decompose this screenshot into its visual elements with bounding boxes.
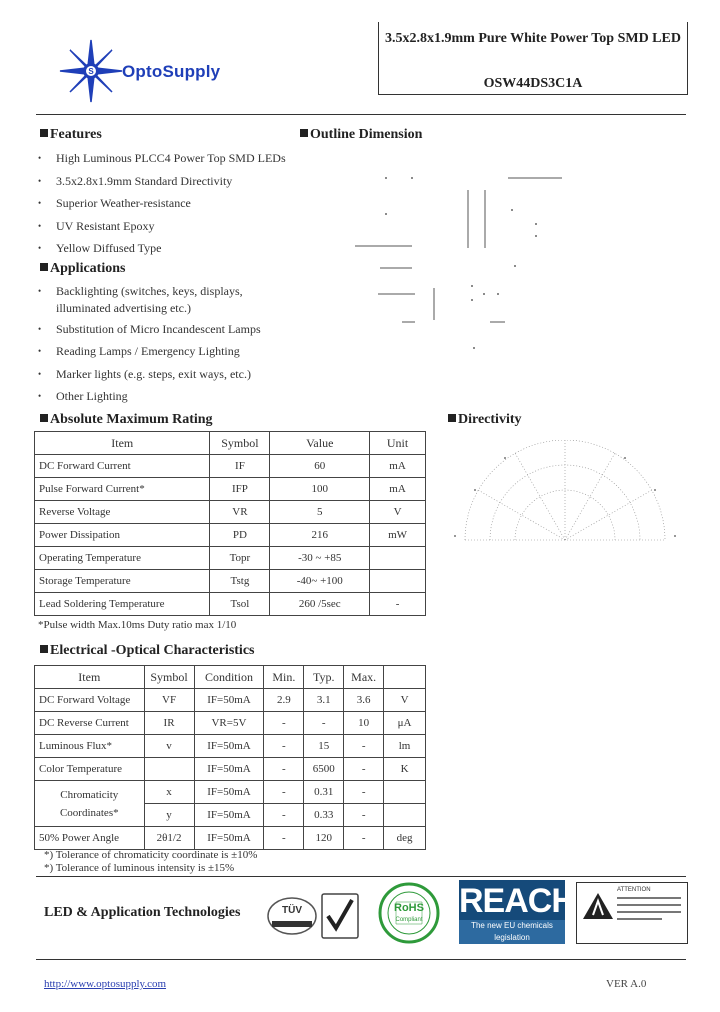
version-label: VER A.0: [606, 978, 647, 990]
outline-dimension-drawing: [350, 170, 570, 355]
cell: 2.9: [264, 689, 304, 712]
cell: [384, 804, 426, 827]
cell: -: [304, 712, 344, 735]
cell: K: [384, 758, 426, 781]
directivity-chart: [445, 440, 685, 555]
divider: [36, 114, 686, 115]
eoc-heading: Electrical -Optical Characteristics: [40, 643, 254, 659]
cell: -: [264, 758, 304, 781]
table-row: [35, 570, 426, 593]
brand-name: OptoSupply: [122, 62, 221, 81]
cell: DC Reverse Current: [35, 712, 145, 735]
cell: Luminous Flux*: [35, 735, 145, 758]
tuv-badge: [264, 890, 364, 942]
cell: 6500: [304, 758, 344, 781]
col-header: Typ.: [304, 666, 344, 689]
col-header: Max.: [344, 666, 384, 689]
cell: mA: [370, 478, 426, 501]
rohs-badge: [378, 882, 440, 944]
table-row: [35, 547, 426, 570]
cell: IF=50mA: [194, 758, 264, 781]
col-header: Symbol: [210, 432, 270, 455]
tuv-certification-icon: [264, 890, 364, 942]
cell: 216: [270, 524, 370, 547]
cell: Topr: [210, 547, 270, 570]
reach-label: REACH: [459, 882, 575, 920]
rohs-label: RoHS: [394, 902, 424, 914]
table-row: [35, 593, 426, 616]
divider: [36, 876, 686, 877]
cell: Reverse Voltage: [35, 501, 210, 524]
cell: -30 ~ +85: [270, 547, 370, 570]
cell: 0.33: [304, 804, 344, 827]
table-row: [35, 735, 426, 758]
cell: Lead Soldering Temperature: [35, 593, 210, 616]
list-item: • Reading Lamps / Emergency Lighting: [36, 340, 336, 363]
cell: Chromaticity Coordinates*: [35, 781, 145, 827]
cell: -: [370, 593, 426, 616]
cell: IF=50mA: [194, 781, 264, 804]
cell: -: [344, 758, 384, 781]
cell: 100: [270, 478, 370, 501]
tuv-label: TÜV: [282, 905, 302, 916]
footer-title: LED & Application Technologies: [44, 905, 241, 920]
cell: IR: [144, 712, 194, 735]
list-item: • Marker lights (e.g. steps, exit ways, etc.): [36, 363, 336, 386]
col-header: Item: [35, 432, 210, 455]
table-row: [35, 712, 426, 735]
list-item: • UV Resistant Epoxy: [36, 215, 316, 238]
table-row: [35, 781, 426, 804]
amr-note: *Pulse width Max.10ms Duty ratio max 1/10: [38, 619, 237, 631]
cell: IF=50mA: [194, 689, 264, 712]
cell: DC Forward Voltage: [35, 689, 145, 712]
col-header: [384, 666, 426, 689]
esd-badge: [576, 882, 688, 944]
amr-table: [34, 431, 426, 616]
cell: 60: [270, 455, 370, 478]
cell: 3.1: [304, 689, 344, 712]
list-item: • High Luminous PLCC4 Power Top SMD LEDs: [36, 147, 316, 170]
esd-title: ATTENTION: [617, 887, 651, 893]
col-header: Condition: [194, 666, 264, 689]
cell: 10: [344, 712, 384, 735]
table-row: [35, 524, 426, 547]
cell: -40~ +100: [270, 570, 370, 593]
applications-list: [36, 280, 336, 408]
page-title: 3.5x2.8x1.9mm Pure White Power Top SMD LED: [385, 31, 681, 46]
amr-heading: Absolute Maximum Rating: [40, 412, 213, 428]
table-header-row: [35, 666, 426, 689]
cell: VR: [210, 501, 270, 524]
cell: y: [144, 804, 194, 827]
note-line: *) Tolerance of luminous intensity is ±15%: [44, 862, 235, 874]
cell: -: [264, 804, 304, 827]
table-header-row: [35, 432, 426, 455]
cell: IF=50mA: [194, 735, 264, 758]
cell: -: [264, 827, 304, 850]
cell: deg: [384, 827, 426, 850]
cell: Tsol: [210, 593, 270, 616]
note-line: *) Tolerance of chromaticity coordinate is ±10%: [44, 849, 258, 861]
table-row: [35, 455, 426, 478]
cell: DC Forward Current: [35, 455, 210, 478]
cell: IF=50mA: [194, 827, 264, 850]
list-item: • Yellow Diffused Type: [36, 237, 316, 260]
part-number: OSW44DS3C1A: [483, 76, 583, 91]
cell: -: [264, 735, 304, 758]
col-header: Symbol: [144, 666, 194, 689]
features-list: [36, 147, 316, 260]
cell: 0.31: [304, 781, 344, 804]
cell: PD: [210, 524, 270, 547]
cell: -: [344, 735, 384, 758]
reach-badge: [459, 880, 575, 942]
cell: IF: [210, 455, 270, 478]
table-row: [35, 501, 426, 524]
cell: v: [144, 735, 194, 758]
cell: IFP: [210, 478, 270, 501]
cell: -: [344, 827, 384, 850]
reach-sub: The new EU chemicals legislation: [459, 920, 565, 944]
cell: Color Temperature: [35, 758, 145, 781]
col-header: Min.: [264, 666, 304, 689]
list-item: • Other Lighting: [36, 385, 336, 408]
divider: [36, 959, 686, 960]
esd-warning-icon: [581, 891, 615, 921]
cell: IF=50mA: [194, 804, 264, 827]
rohs-sub: Compliant: [395, 917, 423, 923]
cell: Operating Temperature: [35, 547, 210, 570]
cell: -: [344, 804, 384, 827]
esd-fine-print: [617, 897, 681, 920]
cell: 3.6: [344, 689, 384, 712]
list-item: • Substitution of Micro Incandescent Lamps: [36, 318, 336, 341]
cell: 260 /5sec: [270, 593, 370, 616]
cell: 120: [304, 827, 344, 850]
cell: V: [370, 501, 426, 524]
table-row: [35, 478, 426, 501]
cell: -: [264, 712, 304, 735]
col-header: Item: [35, 666, 145, 689]
applications-heading: Applications: [40, 261, 125, 277]
table-row: [35, 689, 426, 712]
list-item: • Backlighting (switches, keys, displays, illuminated advertising etc.): [36, 280, 336, 316]
cell: [144, 758, 194, 781]
table-row: [35, 827, 426, 850]
brand-logo: [58, 38, 124, 109]
cell: -: [264, 781, 304, 804]
col-header: Value: [270, 432, 370, 455]
outline-heading: Outline Dimension: [300, 127, 422, 143]
cell: VR=5V: [194, 712, 264, 735]
cell: [370, 570, 426, 593]
eoc-notes: [44, 849, 257, 875]
cell: x: [144, 781, 194, 804]
cell: lm: [384, 735, 426, 758]
cell: mW: [370, 524, 426, 547]
cell: 15: [304, 735, 344, 758]
cell: mA: [370, 455, 426, 478]
cell: V: [384, 689, 426, 712]
cell: Pulse Forward Current*: [35, 478, 210, 501]
cell: Tstg: [210, 570, 270, 593]
cell: 5: [270, 501, 370, 524]
svg-text:S: S: [88, 67, 94, 76]
cell: [384, 781, 426, 804]
cell: 50% Power Angle: [35, 827, 145, 850]
cell: [370, 547, 426, 570]
cell: -: [344, 781, 384, 804]
col-header: Unit: [370, 432, 426, 455]
title-box: [378, 22, 688, 95]
star-logo-icon: [58, 38, 124, 104]
website-link[interactable]: http://www.optosupply.com: [44, 978, 167, 990]
table-row: [35, 758, 426, 781]
cell: Storage Temperature: [35, 570, 210, 593]
directivity-heading: Directivity: [448, 412, 522, 428]
cell: VF: [144, 689, 194, 712]
features-heading: Features: [40, 127, 102, 143]
rohs-compliant-icon: [378, 882, 440, 944]
list-item: • Superior Weather-resistance: [36, 192, 316, 215]
cell: Power Dissipation: [35, 524, 210, 547]
cell: 2θ1/2: [144, 827, 194, 850]
list-item: • 3.5x2.8x1.9mm Standard Directivity: [36, 170, 316, 193]
eoc-table: [34, 665, 426, 850]
cell: μA: [384, 712, 426, 735]
